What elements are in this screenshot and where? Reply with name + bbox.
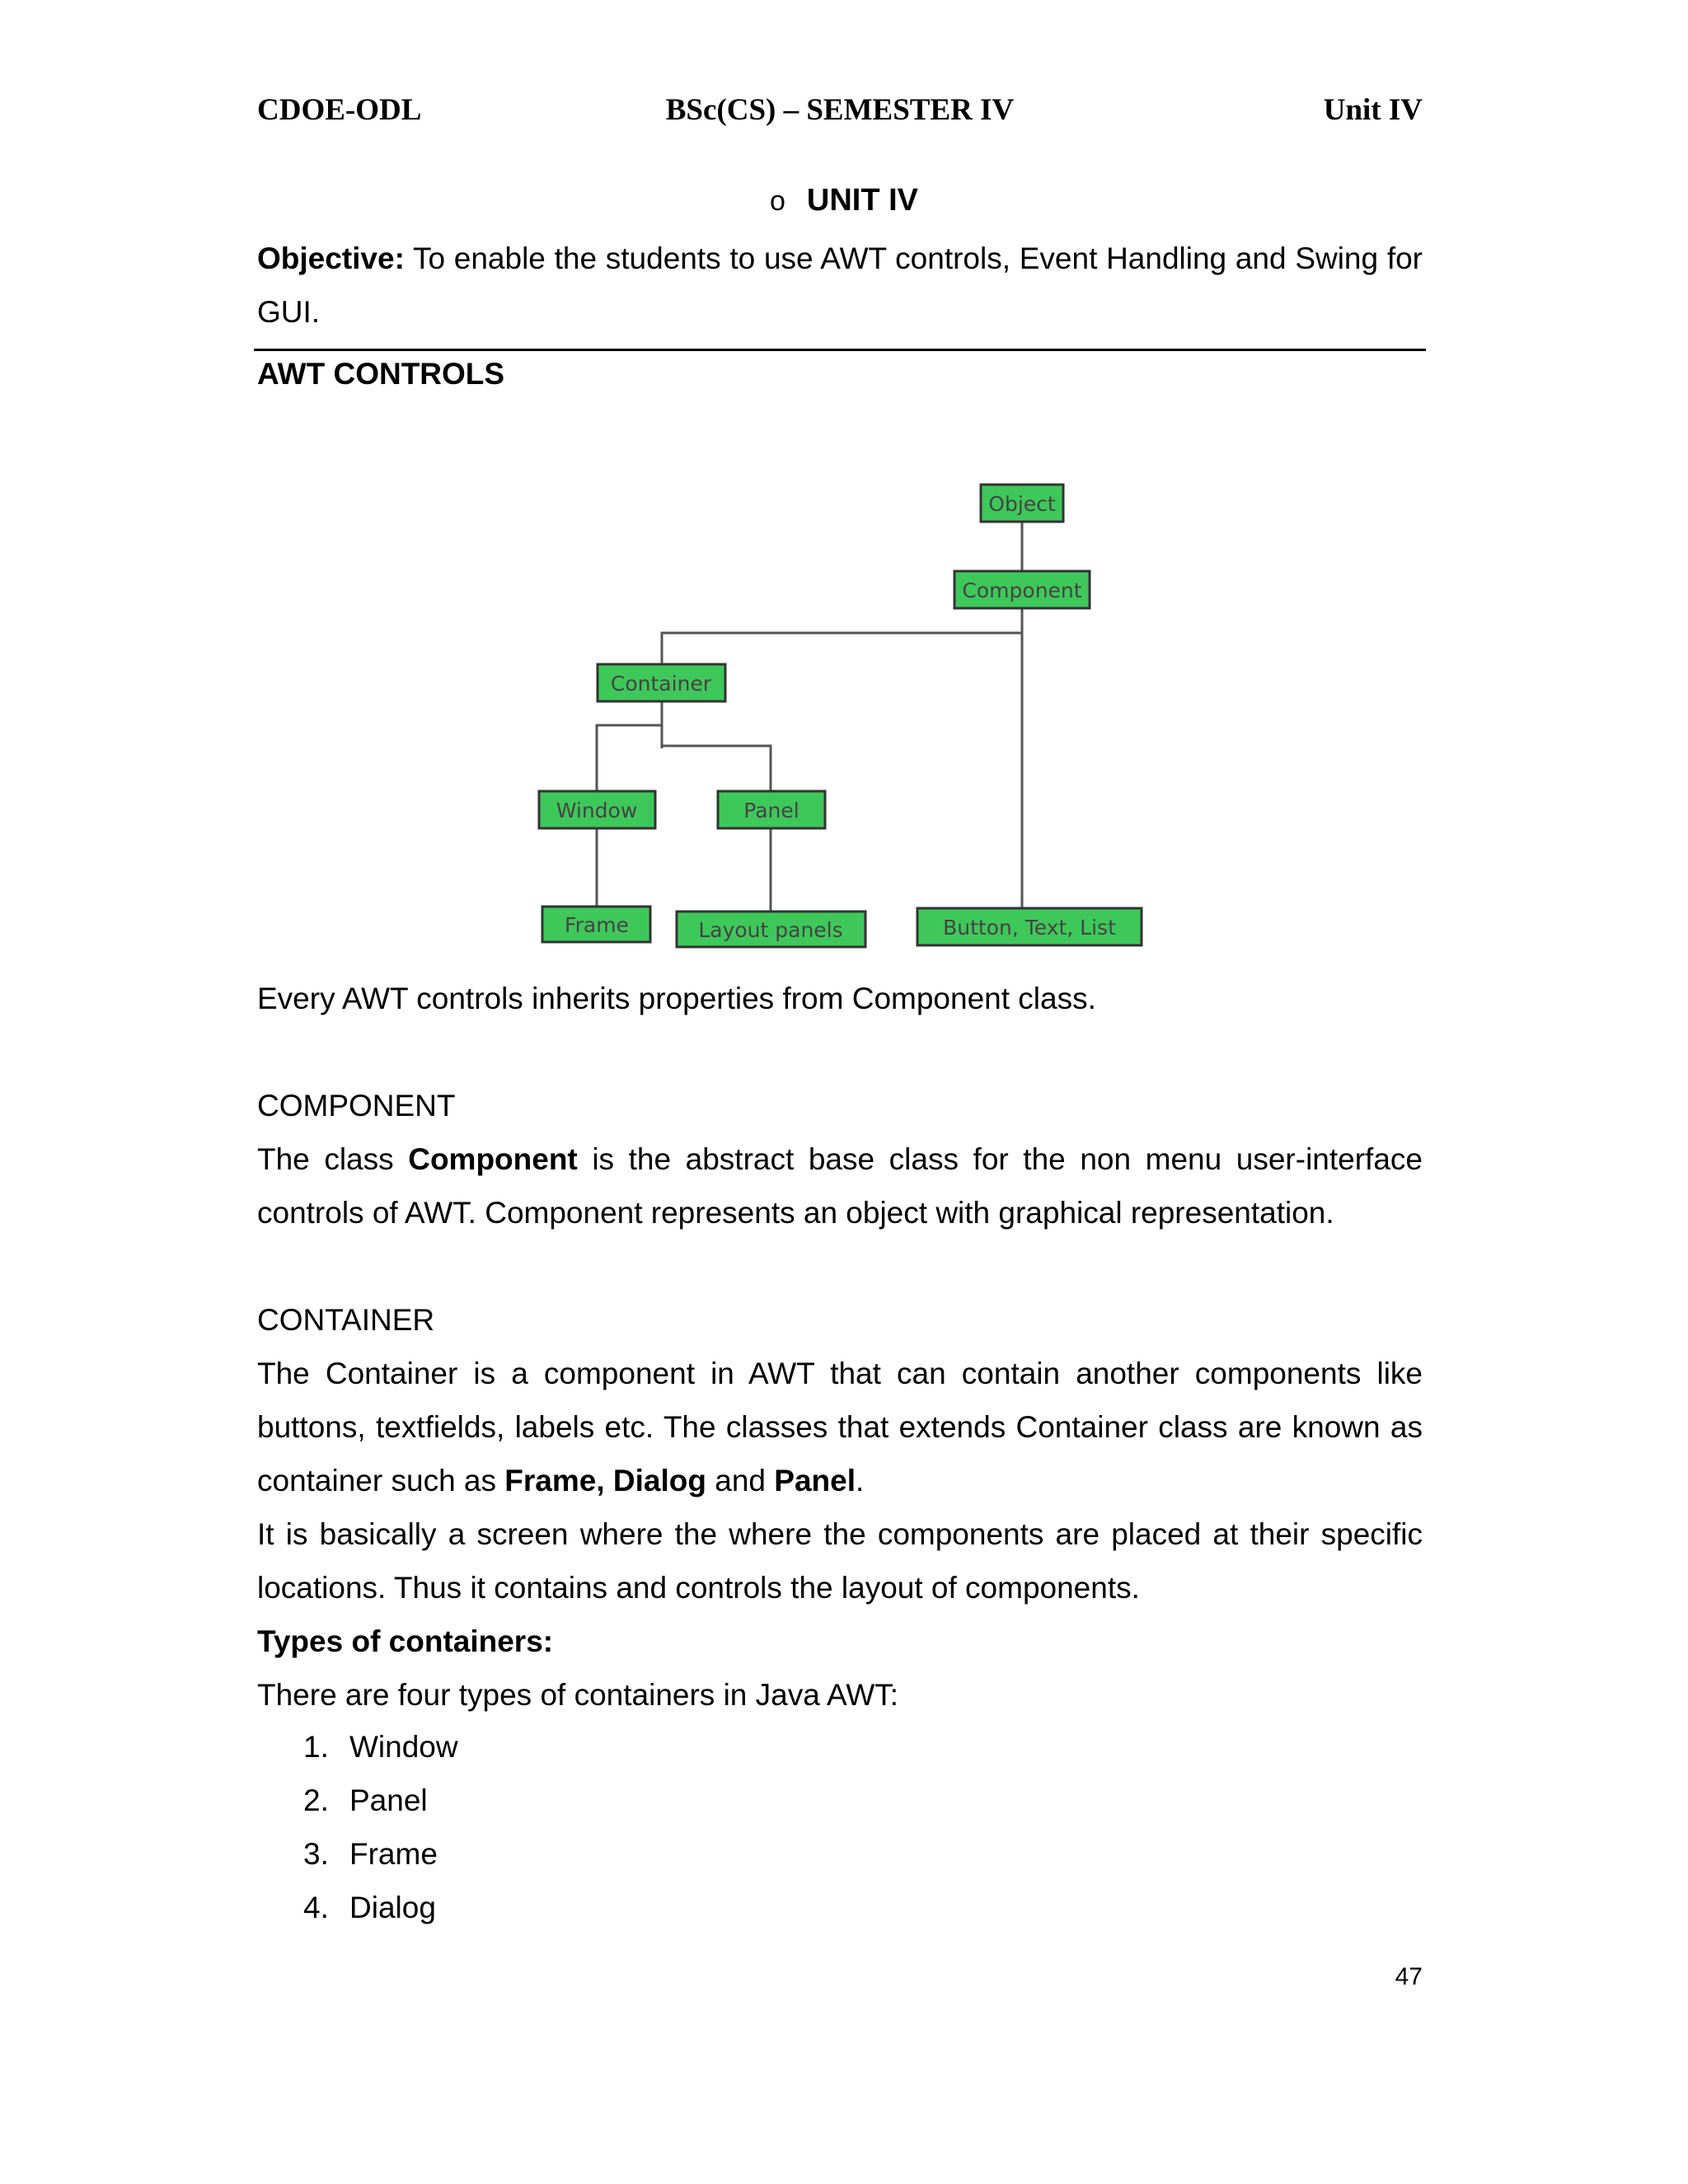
node-container <box>598 664 725 701</box>
objective-paragraph <box>257 232 1423 339</box>
page-number: 47 <box>1395 1963 1423 1990</box>
list-item-number: 4. <box>303 1891 329 1924</box>
component-text-bold: Component <box>408 1142 578 1176</box>
component-text-before: The class <box>257 1142 409 1176</box>
header-course: BSc(CS) – SEMESTER IV <box>665 93 1015 127</box>
header-unit: Unit IV <box>1323 93 1423 127</box>
node-controls-label: Button, Text, List <box>943 916 1116 940</box>
node-frame <box>542 907 650 942</box>
container-text-mid: and <box>706 1464 775 1497</box>
node-window <box>539 791 655 828</box>
list-item-label: Frame <box>349 1837 438 1871</box>
list-item-label: Window <box>349 1730 458 1764</box>
node-controls <box>917 908 1142 945</box>
node-component-label: Component <box>962 579 1082 602</box>
container-paragraph <box>257 1347 1423 1507</box>
node-component <box>954 571 1090 608</box>
component-paragraph <box>257 1132 1423 1240</box>
node-object <box>981 485 1063 522</box>
component-text-after: is the abstract base class for the non menu user-interface controls of AWT. Component represents an object with graphical representation. <box>257 1142 1423 1230</box>
container-text-before: The Container is a component in AWT that can contain another components like buttons, textfields, labels etc. The classes that extends Container class are known as container such as <box>257 1357 1423 1497</box>
types-heading: Types of containers: <box>257 1624 554 1658</box>
header-institution: CDOE-ODL <box>257 93 422 127</box>
node-window-label: Window <box>556 799 638 823</box>
node-frame-label: Frame <box>565 913 629 937</box>
container-text-after: . <box>856 1464 865 1497</box>
unit-title-text: UNIT IV <box>806 183 919 218</box>
list-item-number: 3. <box>303 1837 329 1871</box>
list-item <box>303 1774 458 1827</box>
container-text-bold: Frame, Dialog <box>504 1464 706 1497</box>
objective-text: To enable the students to use AWT controls, Event Handling and Swing for GUI. <box>257 241 1423 329</box>
node-layout-panels <box>677 912 865 947</box>
node-container-label: Container <box>610 672 712 696</box>
unit-title-bullet: o <box>769 185 785 217</box>
node-object-label: Object <box>988 492 1056 516</box>
awt-hierarchy-diagram <box>528 470 1170 964</box>
types-intro: There are four types of containers in Java AWT: <box>257 1678 899 1712</box>
unit-title <box>0 183 1688 218</box>
container-heading: CONTAINER <box>257 1303 435 1337</box>
container-paragraph-2: It is basically a screen where the where the components are placed at their specific locations. Thus it contains and controls the layout of components. <box>257 1517 1423 1605</box>
section-title: AWT CONTROLS <box>257 357 505 391</box>
node-layout-panels-label: Layout panels <box>698 918 843 942</box>
list-item-number: 2. <box>303 1783 329 1817</box>
list-item-number: 1. <box>303 1730 329 1764</box>
list-item <box>303 1881 458 1934</box>
list-item <box>303 1827 458 1881</box>
list-item-label: Panel <box>349 1783 428 1817</box>
objective-label: Objective: <box>257 241 405 275</box>
container-text-bold2: Panel <box>774 1464 856 1497</box>
container-types-list <box>303 1720 458 1934</box>
page-header <box>257 92 1423 134</box>
component-heading: COMPONENT <box>257 1089 456 1122</box>
inherit-paragraph: Every AWT controls inherits properties from Component class. <box>257 982 1096 1015</box>
node-panel <box>718 791 825 828</box>
node-panel-label: Panel <box>743 799 799 823</box>
list-item <box>303 1720 458 1774</box>
list-item-label: Dialog <box>349 1891 436 1924</box>
